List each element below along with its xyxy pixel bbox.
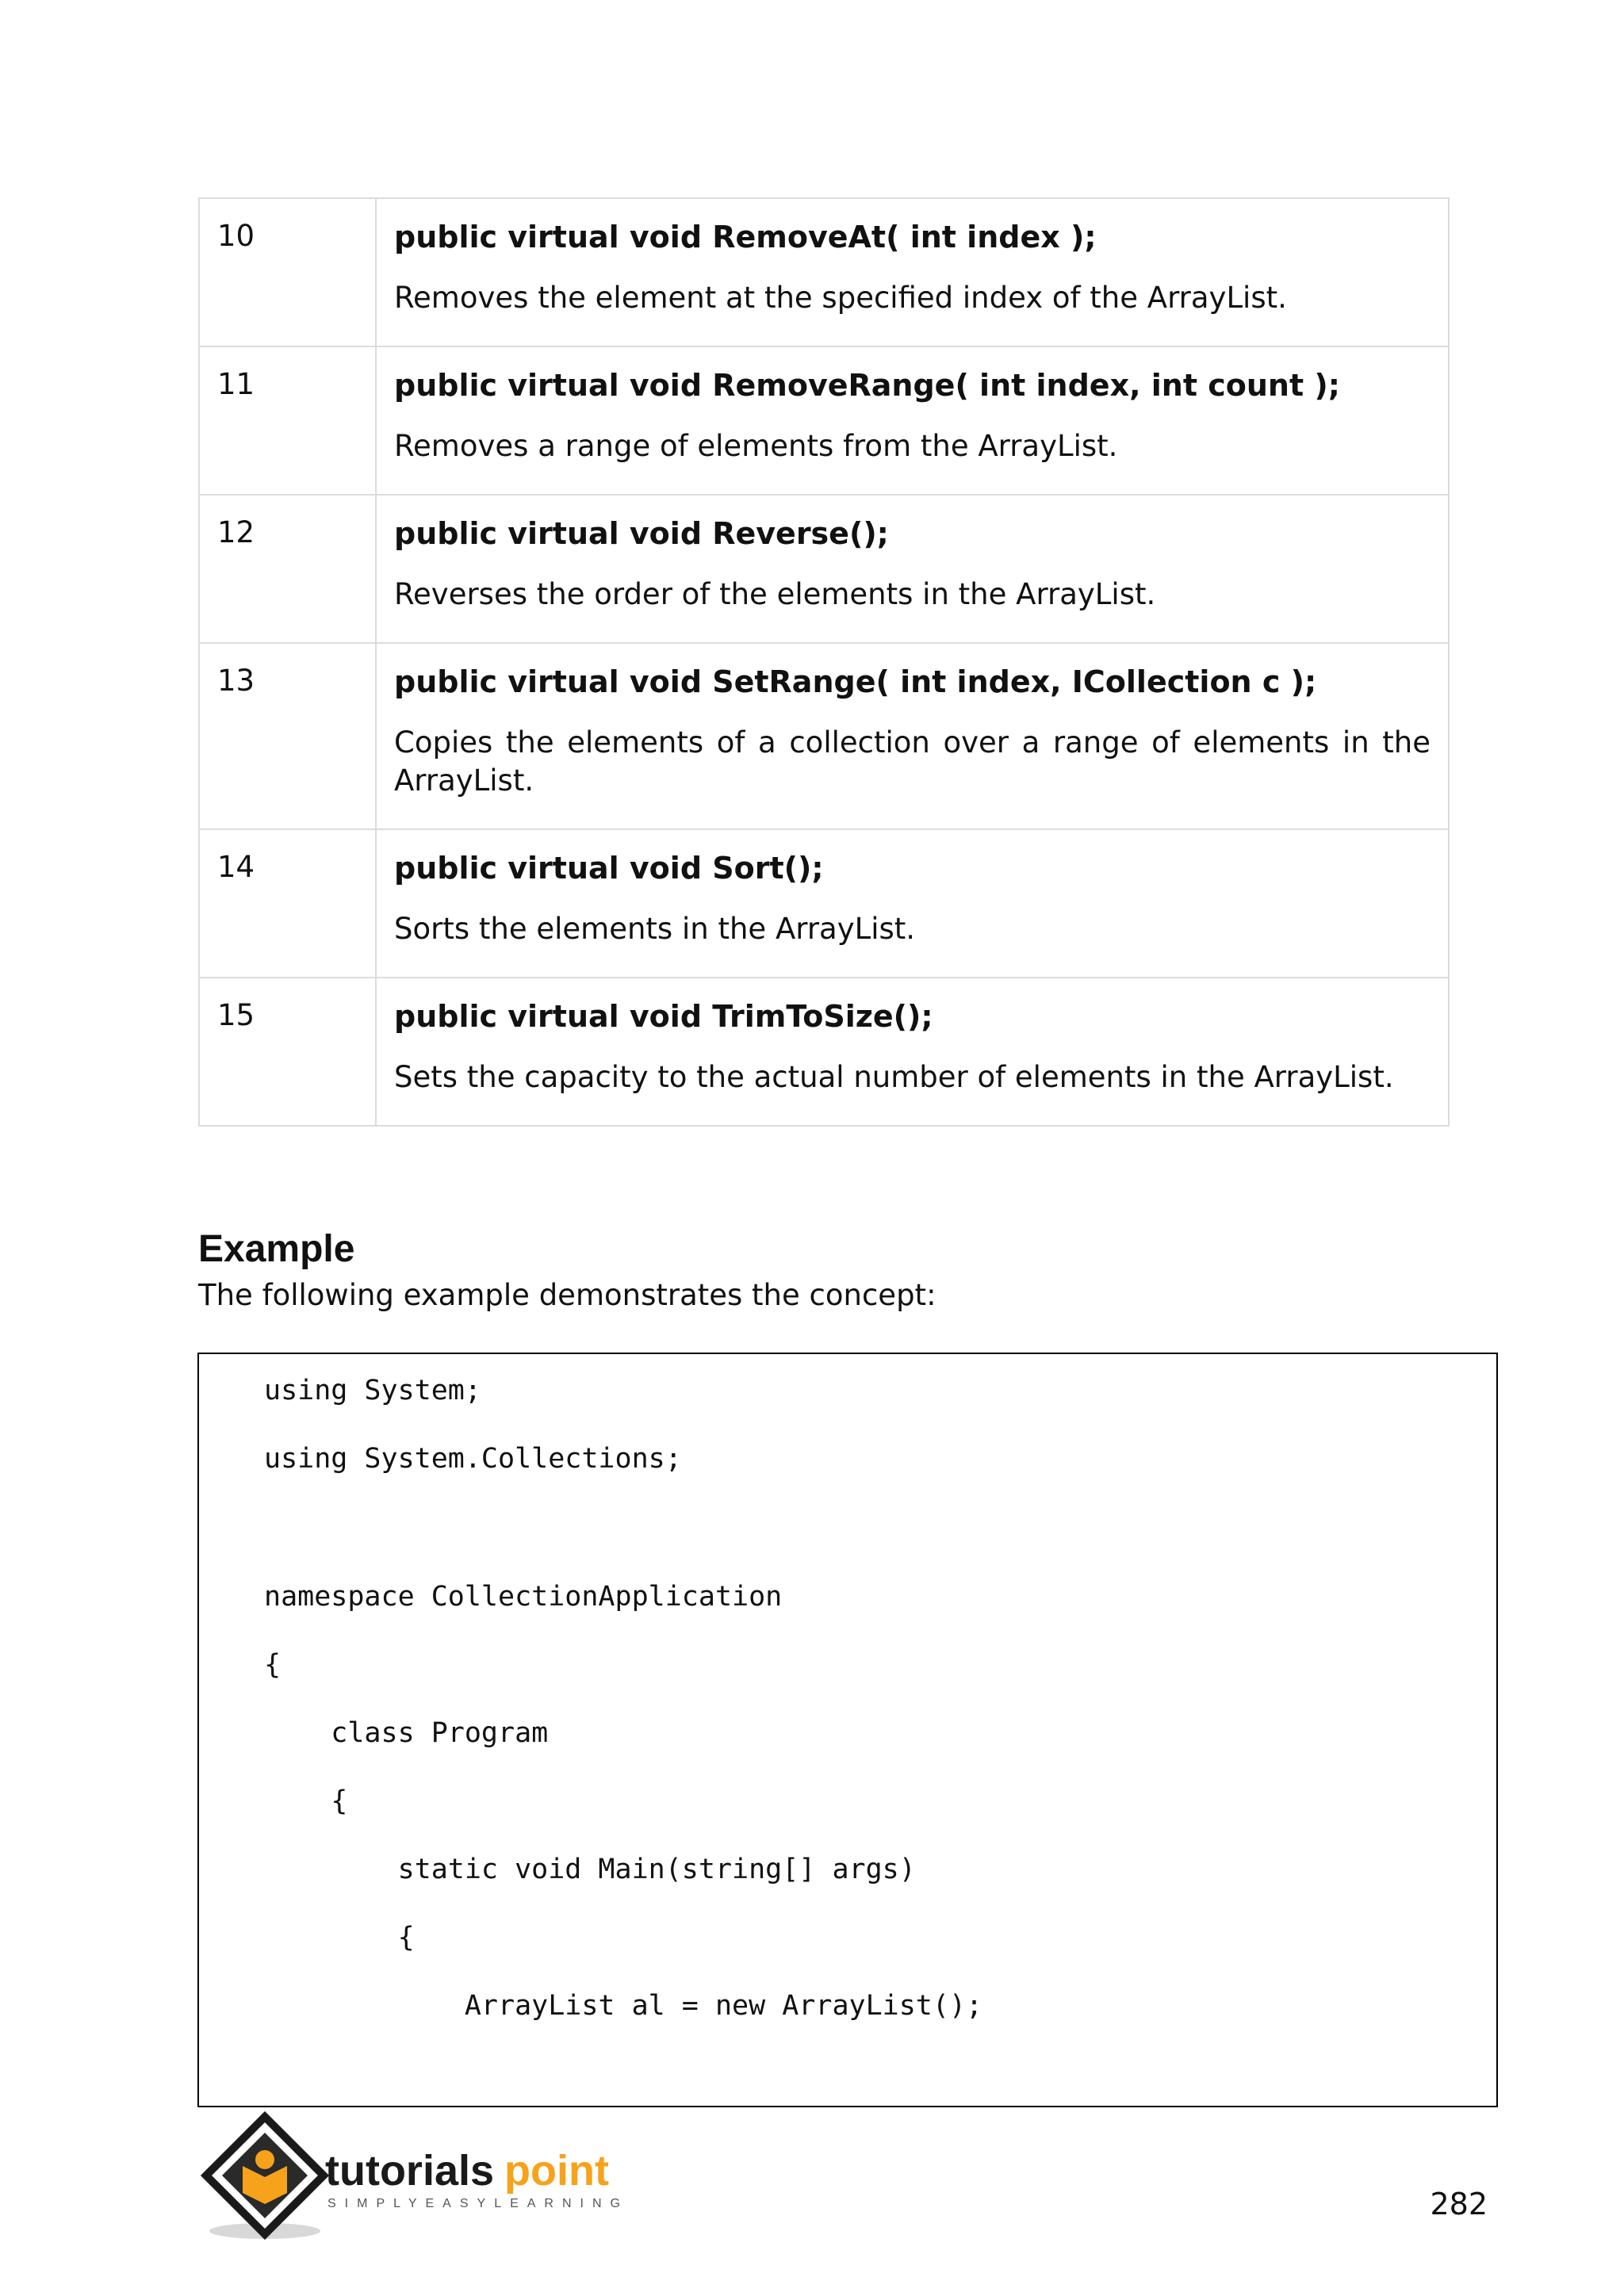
method-cell [376, 643, 1449, 829]
code-line: using System.Collections; [264, 1443, 682, 1475]
code-line: { [264, 1785, 348, 1817]
row-number: 10 [199, 198, 376, 346]
code-block [197, 1353, 1498, 2107]
table-row [199, 346, 1449, 495]
page-number: 282 [1430, 2187, 1488, 2221]
section-intro: The following example demonstrates the concept: [198, 1278, 936, 1312]
method-signature: public virtual void SetRange( int index, ICollection c ); [394, 664, 1317, 699]
method-description: Reverses the order of the elements in the ArrayList. [394, 577, 1156, 611]
method-signature: public virtual void Sort(); [394, 851, 824, 886]
code-line: class Program [264, 1717, 549, 1749]
method-signature: public virtual void RemoveAt( int index ); [394, 220, 1097, 254]
row-number: 12 [199, 495, 376, 643]
method-cell [376, 198, 1449, 346]
method-cell [376, 978, 1449, 1126]
method-signature: public virtual void RemoveRange( int index, int count ); [394, 368, 1340, 403]
code-line: static void Main(string[] args) [264, 1854, 916, 1885]
row-number: 11 [199, 346, 376, 495]
code-line: ArrayList al = new ArrayList(); [264, 1990, 983, 2022]
logo-tagline: SIMPLYEASYLEARNING [327, 2197, 629, 2210]
method-description: Removes the element at the specified index of the ArrayList. [394, 281, 1287, 315]
code-line: { [264, 1649, 282, 1681]
code-line: { [264, 1922, 415, 1954]
method-cell [376, 829, 1449, 978]
row-number: 15 [199, 978, 376, 1126]
table-row [199, 643, 1449, 829]
method-description: Removes a range of elements from the ArrayList. [394, 429, 1118, 463]
logo-word-point: point [504, 2147, 609, 2195]
method-cell [376, 346, 1449, 495]
code-line: namespace CollectionApplication [264, 1581, 783, 1613]
table-row [199, 978, 1449, 1126]
row-number: 14 [199, 829, 376, 978]
tutorialspoint-logo [197, 2110, 657, 2247]
method-cell [376, 495, 1449, 643]
method-signature: public virtual void Reverse(); [394, 516, 889, 551]
method-signature: public virtual void TrimToSize(); [394, 999, 933, 1034]
table-row [199, 495, 1449, 643]
table-row [199, 829, 1449, 978]
section-heading: Example [198, 1228, 355, 1270]
row-number: 13 [199, 643, 376, 829]
method-description: Copies the elements of a collection over a range of elements in the ArrayList. [394, 725, 1431, 798]
methods-table [198, 197, 1450, 1127]
method-description: Sets the capacity to the actual number of elements in the ArrayList. [394, 1060, 1394, 1094]
method-description: Sorts the elements in the ArrayList. [394, 912, 916, 946]
reader-head-icon [255, 2150, 274, 2169]
table-row [199, 198, 1449, 346]
logo-word-tutorials: tutorials [325, 2147, 495, 2195]
code-line: using System; [264, 1375, 481, 1406]
